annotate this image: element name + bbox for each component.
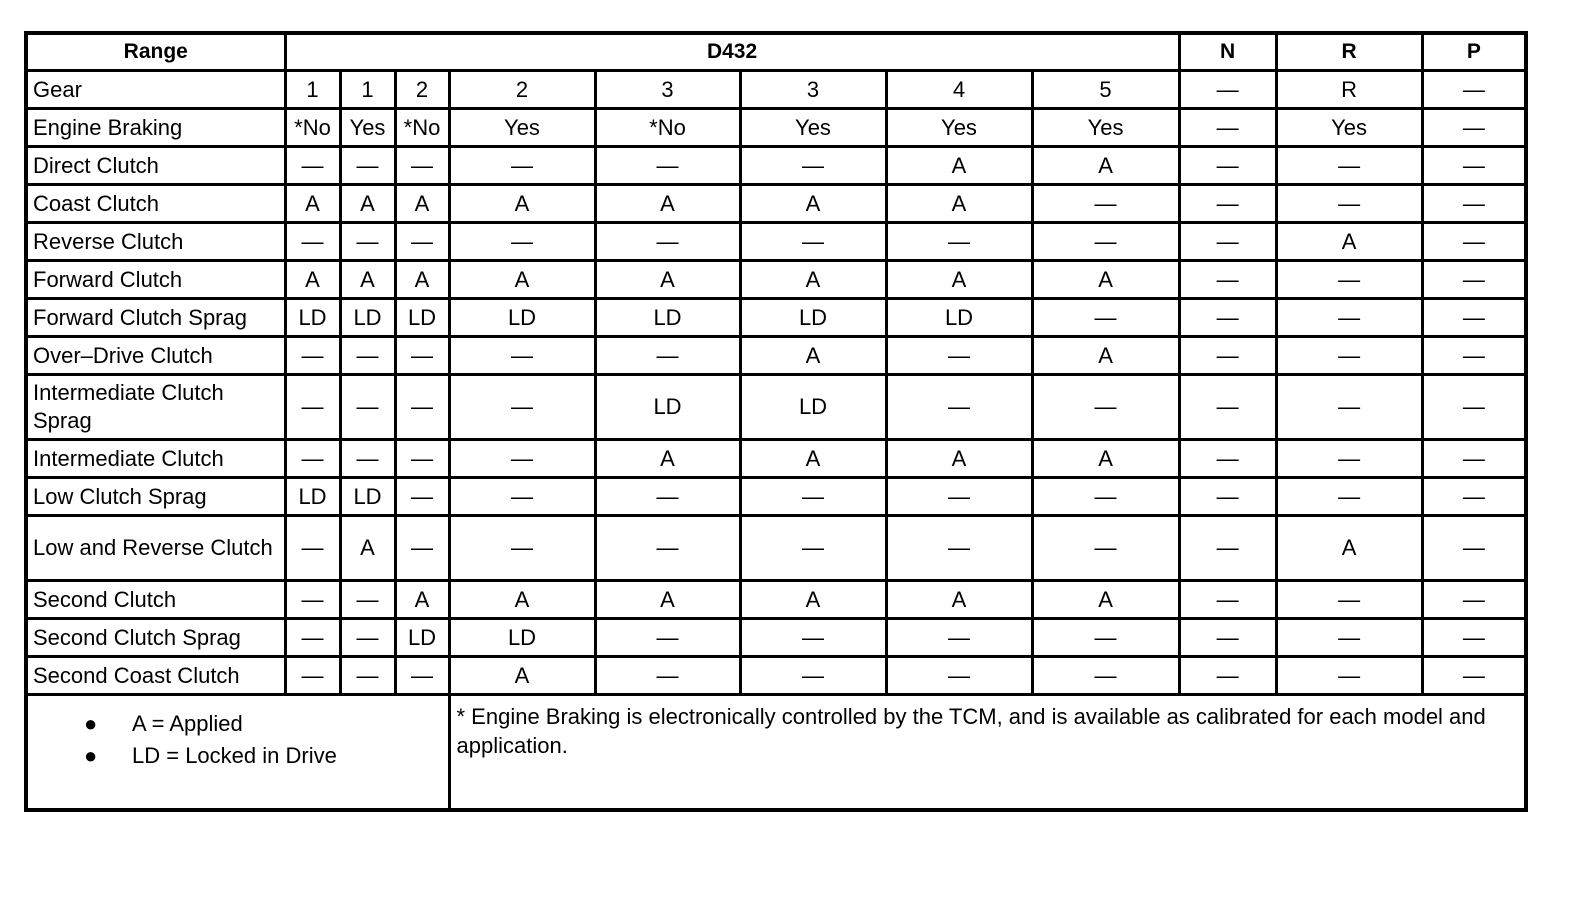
- table-cell: A: [340, 185, 395, 223]
- table-cell: —: [340, 147, 395, 185]
- table-cell: —: [1179, 337, 1276, 375]
- table-cell: A: [886, 261, 1032, 299]
- table-cell: A: [595, 185, 740, 223]
- table-cell: —: [395, 516, 449, 581]
- table-cell: —: [1422, 261, 1526, 299]
- table-cell: LD: [886, 299, 1032, 337]
- table-cell: —: [740, 147, 886, 185]
- table-cell: —: [1422, 375, 1526, 440]
- table-cell: —: [1422, 147, 1526, 185]
- table-cell: —: [1032, 619, 1179, 657]
- table-cell: A: [395, 185, 449, 223]
- table-cell: —: [1179, 619, 1276, 657]
- table-cell: —: [1422, 185, 1526, 223]
- table-cell: LD: [449, 299, 595, 337]
- table-cell: LD: [285, 299, 340, 337]
- table-cell: LD: [740, 299, 886, 337]
- legend-text-applied: A = Applied: [132, 711, 243, 736]
- bullet-icon: ●: [84, 743, 98, 768]
- table-cell: —: [595, 223, 740, 261]
- table-cell: *No: [595, 109, 740, 147]
- table-cell: A: [595, 581, 740, 619]
- row-label: Low Clutch Sprag: [26, 478, 285, 516]
- table-cell: —: [1422, 440, 1526, 478]
- table-cell: —: [1422, 299, 1526, 337]
- table-cell: LD: [340, 299, 395, 337]
- table-cell: A: [1032, 147, 1179, 185]
- table-cell: *No: [285, 109, 340, 147]
- engine-braking-footnote: * Engine Braking is electronically controlled by the TCM, and is available as calibrated for each model and application.: [456, 704, 1486, 758]
- table-cell: R: [1276, 71, 1422, 109]
- table-cell: A: [340, 516, 395, 581]
- table-cell: —: [449, 440, 595, 478]
- table-cell: —: [340, 619, 395, 657]
- table-cell: Yes: [1032, 109, 1179, 147]
- table-row: [26, 185, 1526, 223]
- table-cell: —: [1422, 657, 1526, 695]
- table-cell: —: [340, 223, 395, 261]
- table-cell: —: [285, 147, 340, 185]
- legend-item-locked-in-drive: [84, 740, 448, 772]
- table-cell: —: [886, 478, 1032, 516]
- table-cell: —: [1032, 516, 1179, 581]
- table-cell: —: [395, 440, 449, 478]
- table-cell: —: [1276, 337, 1422, 375]
- row-label: Second Clutch: [26, 581, 285, 619]
- row-label: Direct Clutch: [26, 147, 285, 185]
- row-label: Forward Clutch Sprag: [26, 299, 285, 337]
- table-cell: —: [1276, 147, 1422, 185]
- table-cell: —: [1179, 71, 1276, 109]
- table-cell: —: [340, 440, 395, 478]
- range-n-header: N: [1179, 33, 1276, 71]
- table-cell: —: [1276, 440, 1422, 478]
- table-cell: —: [1179, 147, 1276, 185]
- row-label: Over–Drive Clutch: [26, 337, 285, 375]
- range-header-label: Range: [26, 33, 285, 71]
- table-cell: 3: [740, 71, 886, 109]
- table-cell: —: [1276, 299, 1422, 337]
- table-cell: —: [1179, 581, 1276, 619]
- table-cell: A: [340, 261, 395, 299]
- table-cell: A: [740, 440, 886, 478]
- table-cell: —: [886, 619, 1032, 657]
- table-cell: A: [1276, 223, 1422, 261]
- table-cell: —: [740, 478, 886, 516]
- range-p-header: P: [1422, 33, 1526, 71]
- row-label: Second Clutch Sprag: [26, 619, 285, 657]
- table-cell: LD: [740, 375, 886, 440]
- table-cell: A: [595, 440, 740, 478]
- table-cell: A: [395, 261, 449, 299]
- table-cell: —: [740, 657, 886, 695]
- table-cell: —: [1422, 109, 1526, 147]
- table-cell: LD: [595, 375, 740, 440]
- table-row: [26, 581, 1526, 619]
- table-cell: —: [340, 581, 395, 619]
- table-cell: —: [285, 619, 340, 657]
- table-cell: —: [1422, 223, 1526, 261]
- table-cell: —: [595, 657, 740, 695]
- table-cell: —: [886, 223, 1032, 261]
- table-cell: —: [1032, 299, 1179, 337]
- table-cell: A: [285, 185, 340, 223]
- table-cell: A: [740, 337, 886, 375]
- table-cell: —: [340, 337, 395, 375]
- legend-row: [26, 695, 1526, 811]
- table-row: [26, 375, 1526, 440]
- table-cell: 3: [595, 71, 740, 109]
- table-cell: A: [1032, 581, 1179, 619]
- table-cell: —: [1422, 478, 1526, 516]
- table-cell: —: [1179, 299, 1276, 337]
- table-cell: A: [449, 185, 595, 223]
- table-cell: —: [1422, 71, 1526, 109]
- table-cell: A: [886, 440, 1032, 478]
- table-cell: —: [1422, 619, 1526, 657]
- row-label: Intermediate Clutch: [26, 440, 285, 478]
- table-cell: —: [395, 337, 449, 375]
- legend-cell: [26, 695, 449, 811]
- table-cell: —: [1276, 581, 1422, 619]
- table-cell: —: [1032, 375, 1179, 440]
- table-cell: —: [1276, 185, 1422, 223]
- range-d432-header: D432: [285, 33, 1179, 71]
- table-cell: —: [1179, 375, 1276, 440]
- range-r-header: R: [1276, 33, 1422, 71]
- table-row: [26, 71, 1526, 109]
- table-cell: —: [1276, 619, 1422, 657]
- table-cell: —: [285, 516, 340, 581]
- table-cell: —: [340, 375, 395, 440]
- table-cell: —: [1179, 657, 1276, 695]
- row-label: Forward Clutch: [26, 261, 285, 299]
- table-cell: —: [1179, 478, 1276, 516]
- table-cell: LD: [395, 619, 449, 657]
- legend-list: [84, 708, 448, 772]
- row-label: Intermediate Clutch Sprag: [26, 375, 285, 440]
- table-cell: —: [1276, 375, 1422, 440]
- table-cell: —: [886, 516, 1032, 581]
- table-cell: —: [1179, 109, 1276, 147]
- table-cell: —: [285, 223, 340, 261]
- legend-text-locked-in-drive: LD = Locked in Drive: [132, 743, 337, 768]
- table-cell: A: [740, 581, 886, 619]
- row-label: Engine Braking: [26, 109, 285, 147]
- table-cell: A: [1276, 516, 1422, 581]
- table-cell: —: [1032, 478, 1179, 516]
- table-cell: LD: [395, 299, 449, 337]
- table-cell: —: [740, 516, 886, 581]
- table-cell: —: [1179, 440, 1276, 478]
- table-cell: Yes: [886, 109, 1032, 147]
- table-cell: 2: [395, 71, 449, 109]
- table-cell: —: [1422, 581, 1526, 619]
- table-row: [26, 261, 1526, 299]
- table-cell: —: [395, 147, 449, 185]
- table-cell: —: [449, 478, 595, 516]
- table-cell: A: [285, 261, 340, 299]
- row-label: Coast Clutch: [26, 185, 285, 223]
- table-cell: A: [395, 581, 449, 619]
- table-cell: —: [595, 478, 740, 516]
- table-cell: LD: [449, 619, 595, 657]
- table-cell: 2: [449, 71, 595, 109]
- table-cell: —: [886, 657, 1032, 695]
- table-cell: A: [1032, 440, 1179, 478]
- row-label: Reverse Clutch: [26, 223, 285, 261]
- table-cell: —: [1179, 185, 1276, 223]
- table-cell: A: [740, 185, 886, 223]
- table-cell: —: [285, 337, 340, 375]
- table-cell: Yes: [340, 109, 395, 147]
- table-cell: —: [886, 337, 1032, 375]
- table-cell: A: [1032, 261, 1179, 299]
- table-cell: —: [395, 375, 449, 440]
- table-cell: —: [449, 375, 595, 440]
- table-cell: —: [285, 581, 340, 619]
- table-cell: —: [285, 657, 340, 695]
- table-cell: —: [886, 375, 1032, 440]
- table-cell: 4: [886, 71, 1032, 109]
- table-cell: A: [449, 581, 595, 619]
- table-cell: —: [395, 223, 449, 261]
- table-cell: —: [740, 223, 886, 261]
- table-row: [26, 440, 1526, 478]
- row-label: Low and Reverse Clutch: [26, 516, 285, 581]
- table-row: [26, 147, 1526, 185]
- table-cell: —: [449, 147, 595, 185]
- footnote-cell: [449, 695, 1526, 811]
- table-cell: A: [449, 657, 595, 695]
- clutch-application-chart: [24, 31, 1528, 812]
- table-cell: —: [1422, 337, 1526, 375]
- table-cell: Yes: [1276, 109, 1422, 147]
- table-cell: —: [595, 516, 740, 581]
- table-cell: LD: [340, 478, 395, 516]
- table-cell: —: [1276, 261, 1422, 299]
- table-cell: —: [595, 337, 740, 375]
- table-cell: *No: [395, 109, 449, 147]
- table-cell: —: [395, 478, 449, 516]
- table-row: [26, 657, 1526, 695]
- table-cell: —: [595, 147, 740, 185]
- table-row: [26, 516, 1526, 581]
- table-row: [26, 478, 1526, 516]
- table-cell: —: [1032, 657, 1179, 695]
- table-cell: —: [1422, 516, 1526, 581]
- range-header-row: [26, 33, 1526, 71]
- table-cell: A: [740, 261, 886, 299]
- table-cell: —: [449, 223, 595, 261]
- table-cell: —: [449, 516, 595, 581]
- table-cell: A: [886, 185, 1032, 223]
- table-row: [26, 109, 1526, 147]
- table-cell: —: [1276, 657, 1422, 695]
- chart-body: [26, 71, 1526, 695]
- table-cell: 1: [340, 71, 395, 109]
- row-label: Second Coast Clutch: [26, 657, 285, 695]
- table-cell: A: [595, 261, 740, 299]
- table-cell: —: [340, 657, 395, 695]
- table-cell: 5: [1032, 71, 1179, 109]
- table-cell: A: [1032, 337, 1179, 375]
- table-cell: LD: [595, 299, 740, 337]
- table-cell: A: [449, 261, 595, 299]
- table-cell: —: [285, 440, 340, 478]
- table-cell: —: [1032, 185, 1179, 223]
- table-row: [26, 619, 1526, 657]
- table-cell: —: [740, 619, 886, 657]
- table-cell: A: [886, 581, 1032, 619]
- table-cell: —: [449, 337, 595, 375]
- table-row: [26, 223, 1526, 261]
- table-cell: —: [395, 657, 449, 695]
- table-cell: —: [1179, 223, 1276, 261]
- table-cell: 1: [285, 71, 340, 109]
- table-cell: Yes: [740, 109, 886, 147]
- table-cell: —: [595, 619, 740, 657]
- bullet-icon: ●: [84, 711, 98, 736]
- table-row: [26, 337, 1526, 375]
- table-cell: A: [886, 147, 1032, 185]
- table-row: [26, 299, 1526, 337]
- row-label: Gear: [26, 71, 285, 109]
- legend-item-applied: [84, 708, 448, 740]
- table-cell: —: [285, 375, 340, 440]
- table-cell: —: [1179, 261, 1276, 299]
- table-cell: Yes: [449, 109, 595, 147]
- table-cell: —: [1276, 478, 1422, 516]
- table-cell: —: [1179, 516, 1276, 581]
- table-cell: —: [1032, 223, 1179, 261]
- table-cell: LD: [285, 478, 340, 516]
